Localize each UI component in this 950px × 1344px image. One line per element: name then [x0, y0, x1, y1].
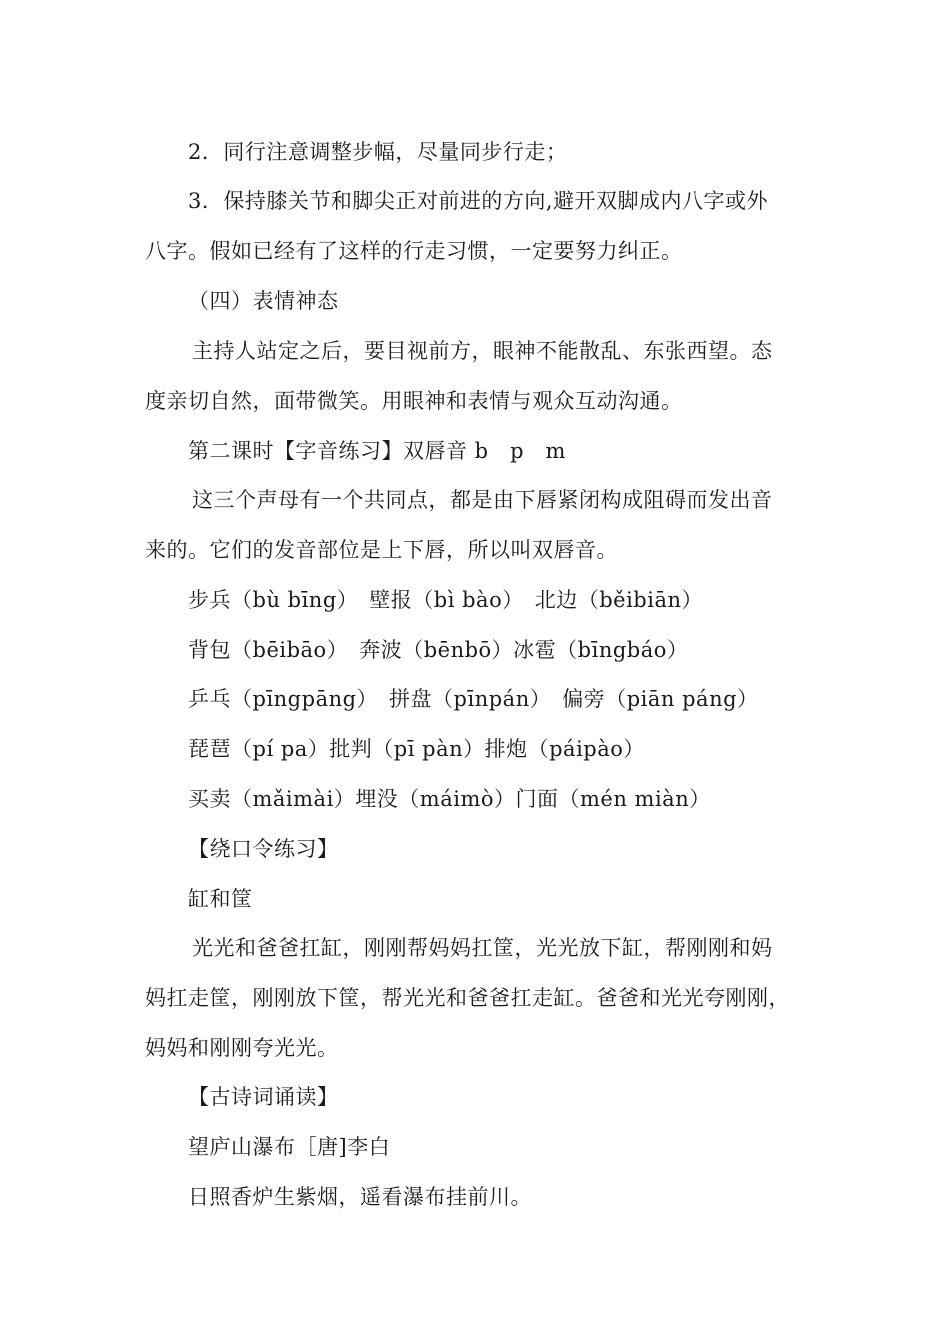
tongue-twister-title: 缸和筐 — [188, 887, 253, 911]
poem-line-1: 日照香炉生紫烟，遥看瀑布挂前川。 — [188, 1185, 532, 1209]
tongue-twister-text: 光光和爸爸扛缸，刚刚帮妈妈扛筐，光光放下缸，帮刚刚和妈 — [192, 936, 773, 960]
tongue-twister-text-end: 妈妈和刚刚夸光光。 — [145, 1036, 339, 1060]
word-list-p-1: 乒乓（pīngpāng） 拼盘（pīnpán） 偏旁（piān páng） — [188, 687, 759, 711]
word-list-b-1: 步兵（bù bīng） 壁报（bì bào） 北边（běibiān） — [188, 588, 704, 612]
section-heading-tongue-twister: 【绕口令练习】 — [188, 837, 339, 861]
word-list-p-2: 琵琶（pí pa）批判（pī pàn）排炮（páipào） — [188, 737, 645, 761]
list-item-3: 3．保持膝关节和脚尖正对前进的方向,避开双脚成内八字或外 — [188, 189, 769, 213]
list-item-2: 2．同行注意调整步幅，尽量同步行走； — [188, 140, 568, 164]
section-heading-expression: （四）表情神态 — [188, 289, 339, 313]
tongue-twister-text-continued: 妈扛走筐，刚刚放下筐，帮光光和爸爸扛走缸。爸爸和光光夸刚刚， — [145, 986, 790, 1010]
list-item-3-continued: 八字。假如已经有了这样的行走习惯，一定要努力纠正。 — [145, 239, 683, 263]
paragraph-host-stance-continued: 度亲切自然，面带微笑。用眼神和表情与观众互动沟通。 — [145, 389, 683, 413]
paragraph-bilabial-continued: 来的。它们的发音部位是上下唇，所以叫双唇音。 — [145, 538, 618, 562]
word-list-b-2: 背包（bēibāo） 奔波（bēnbō）冰雹（bīngbáo） — [188, 638, 689, 662]
poem-title: 望庐山瀑布［唐]李白 — [188, 1135, 391, 1159]
paragraph-host-stance: 主持人站定之后，要目视前方，眼神不能散乱、东张西望。态 — [192, 339, 773, 363]
word-list-m: 买卖（mǎimài）埋没（máimò）门面（mén miàn） — [188, 787, 711, 811]
paragraph-bilabial: 这三个声母有一个共同点，都是由下唇紧闭构成阻碍而发出音 — [192, 488, 773, 512]
section-heading-poetry: 【古诗词诵读】 — [188, 1085, 339, 1109]
lesson-heading: 第二课时【字音练习】双唇音 b p m — [188, 439, 566, 463]
